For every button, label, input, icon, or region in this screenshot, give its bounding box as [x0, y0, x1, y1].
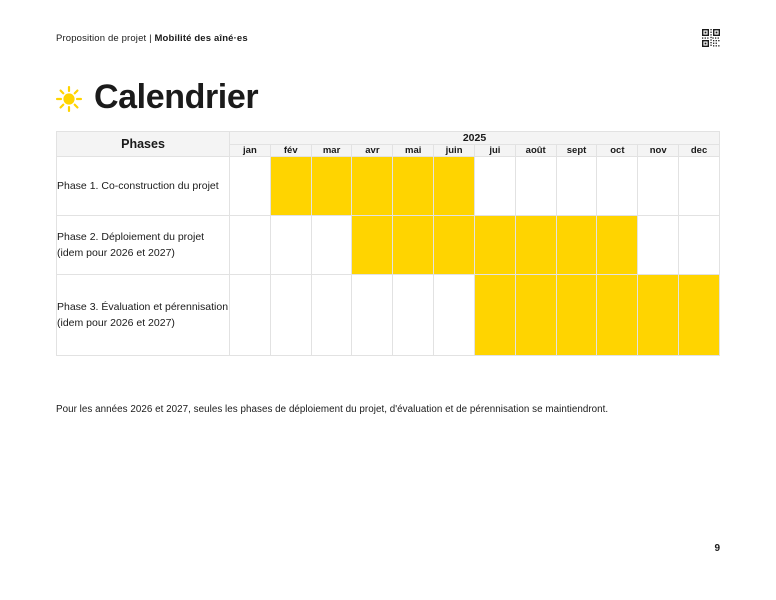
header-prefix: Proposition de projet |: [56, 33, 155, 44]
month-header-sept: sept: [556, 145, 597, 157]
schedule-cell-empty: [638, 216, 679, 275]
month-header-nov: nov: [638, 145, 679, 157]
schedule-cell-empty: [474, 157, 515, 216]
schedule-cell-empty: [638, 157, 679, 216]
footnote-text: Pour les années 2026 et 2027, seules les phases de déploiement du projet, d'évaluation et de pérennisation se maintiendront.: [56, 404, 609, 415]
schedule-cell-empty: [230, 275, 271, 356]
calendar-table-wrapper: [56, 131, 720, 356]
header-breadcrumb: [56, 33, 248, 44]
table-row: [57, 275, 720, 356]
phase-label: Phase 2. Déploiement du projet (idem pour 2026 et 2027): [57, 216, 230, 275]
schedule-cell-empty: [230, 216, 271, 275]
schedule-cell-empty: [597, 157, 638, 216]
schedule-cell-empty: [270, 275, 311, 356]
schedule-cell-empty: [311, 275, 352, 356]
schedule-cell-filled: [311, 157, 352, 216]
month-header-jan: jan: [230, 145, 271, 157]
schedule-cell-filled: [556, 216, 597, 275]
sun-icon: [56, 86, 82, 112]
schedule-cell-empty: [270, 216, 311, 275]
year-header: 2025: [230, 132, 720, 145]
header-project-name: Mobilité des aîné·es: [154, 33, 248, 44]
schedule-cell-filled: [597, 275, 638, 356]
month-header-oct: oct: [597, 145, 638, 157]
page-title: Calendrier: [94, 78, 259, 116]
month-header-jui: jui: [474, 145, 515, 157]
schedule-cell-filled: [393, 157, 434, 216]
schedule-cell-empty: [230, 157, 271, 216]
month-header-mai: mai: [393, 145, 434, 157]
schedule-cell-filled: [474, 275, 515, 356]
month-header-avr: avr: [352, 145, 393, 157]
table-row: [57, 216, 720, 275]
qr-code-icon: [702, 29, 720, 47]
schedule-cell-filled: [515, 216, 556, 275]
schedule-cell-filled: [270, 157, 311, 216]
schedule-cell-filled: [352, 157, 393, 216]
year-row: [57, 132, 720, 145]
schedule-cell-empty: [311, 216, 352, 275]
schedule-cell-empty: [393, 275, 434, 356]
schedule-cell-empty: [679, 216, 720, 275]
schedule-cell-filled: [679, 275, 720, 356]
month-header-aout: août: [515, 145, 556, 157]
month-header-juin: juin: [434, 145, 475, 157]
schedule-cell-filled: [393, 216, 434, 275]
calendar-table: [56, 131, 720, 356]
slide-header: [56, 33, 720, 55]
schedule-cell-empty: [352, 275, 393, 356]
table-row: [57, 157, 720, 216]
month-header-dec: dec: [679, 145, 720, 157]
schedule-cell-filled: [434, 157, 475, 216]
schedule-cell-filled: [352, 216, 393, 275]
phase-label: Phase 3. Évaluation et pérennisation (idem pour 2026 et 2027): [57, 275, 230, 356]
schedule-cell-empty: [556, 157, 597, 216]
schedule-cell-empty: [515, 157, 556, 216]
schedule-cell-filled: [434, 216, 475, 275]
schedule-cell-filled: [556, 275, 597, 356]
schedule-cell-empty: [434, 275, 475, 356]
schedule-cell-filled: [638, 275, 679, 356]
month-header-mar: mar: [311, 145, 352, 157]
phases-column-header: Phases: [57, 132, 230, 157]
schedule-cell-filled: [515, 275, 556, 356]
page-number: 9: [714, 543, 720, 554]
calendar-table-head: [57, 132, 720, 157]
schedule-cell-filled: [597, 216, 638, 275]
page-title-row: [56, 80, 258, 114]
calendar-table-body: [57, 157, 720, 356]
schedule-cell-empty: [679, 157, 720, 216]
month-header-fev: fév: [270, 145, 311, 157]
phase-label: Phase 1. Co-construction du projet: [57, 157, 230, 216]
schedule-cell-filled: [474, 216, 515, 275]
